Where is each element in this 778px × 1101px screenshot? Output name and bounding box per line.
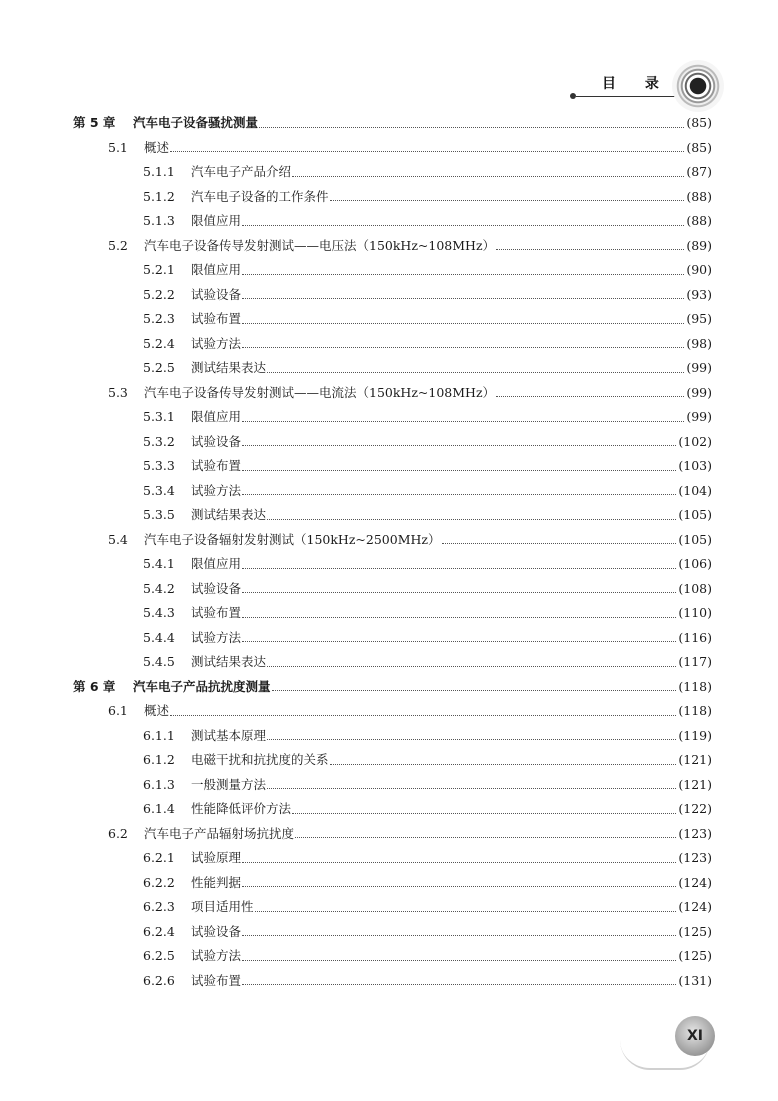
toc-entry-title: 一般测量方法 [191,776,267,792]
toc-leader-dots [242,470,676,471]
toc-entry-title: 试验布置 [191,605,242,620]
toc-entry-title: 试验设备 [191,433,242,449]
toc-entry[interactable] [143,432,712,452]
toc-entry-number: 5.3.4 [143,482,175,498]
toc-entry[interactable] [143,873,712,893]
toc-entry-title: 汽车电子设备传导发射测试——电压法（150kHz~108MHz） [144,237,496,253]
toc-leader-dots [242,960,676,961]
toc-entry-number: 5.1.3 [143,213,175,228]
toc-entry[interactable] [73,677,712,697]
toc-entry[interactable] [108,530,712,550]
toc-entry-number: 5.3 [108,384,128,400]
toc-leader-dots [267,519,676,520]
toc-entry-number: 6.2.2 [143,874,175,890]
toc-leader-dots [242,445,676,446]
toc-leader-dots [442,543,677,544]
toc-entry[interactable] [143,187,712,207]
page-title: 目 录 [602,76,671,92]
toc-leader-dots [267,372,684,373]
toc-entry-title: 试验布置 [191,972,242,988]
toc-leader-dots [242,862,676,863]
toc-entry-number: 5.3.1 [143,409,175,424]
toc-leader-dots [242,592,676,593]
toc-leader-dots [242,323,684,324]
toc-leader-dots [272,690,677,691]
toc-entry[interactable] [143,603,712,623]
toc-entry-title: 试验设备 [191,580,242,596]
toc-entry-page: ( 124 ) [678,875,712,890]
toc-entry-title: 汽车电子设备骚扰测量 [133,115,259,130]
toc-entry-number: 第 6 章 [73,678,116,694]
toc-entry-page: ( 123 ) [678,826,712,841]
toc-entry-number: 5.4.2 [143,580,175,596]
toc-entry-title: 汽车电子产品辐射场抗扰度 [144,825,295,841]
toc-entry[interactable] [143,407,712,427]
toc-entry-title: 测试结果表达 [191,360,267,375]
toc-entry-number: 6.1 [108,703,128,718]
toc-leader-dots [267,788,676,789]
toc-entry-page: ( 121 ) [678,777,712,792]
toc-entry[interactable] [143,750,712,770]
page-number: XI [686,1028,703,1044]
toc-entry[interactable] [143,799,712,819]
toc-leader-dots [242,886,676,887]
toc-leader-dots [242,984,676,985]
toc-entry[interactable] [143,628,712,648]
toc-entry[interactable] [143,285,712,305]
toc-entry-title: 汽车电子设备传导发射测试——电流法（150kHz~108MHz） [144,384,496,400]
toc-entry[interactable] [143,162,712,182]
toc-entry-page: ( 116 ) [678,630,712,645]
toc-entry-page: ( 110 ) [678,605,712,620]
toc-entry-title: 测试结果表达 [191,507,267,522]
toc-leader-dots [330,200,685,201]
toc-entry-number: 5.3.3 [143,458,175,473]
toc-entry-title: 试验布置 [191,458,242,473]
toc-entry[interactable] [143,309,712,329]
toc-leader-dots [259,127,684,128]
toc-entry-page: ( 85 ) [686,115,712,130]
toc-entry-number: 5.2 [108,237,128,253]
toc-entry-page: ( 118 ) [678,703,712,718]
toc-leader-dots [295,837,676,838]
toc-entry-page: ( 108 ) [678,581,712,596]
toc-leader-dots [267,739,676,740]
toc-leader-dots [292,176,684,177]
toc-entry-number: 第 5 章 [73,115,116,130]
toc-entry-page: ( 95 ) [686,311,712,326]
toc-entry-page: ( 124 ) [678,899,712,914]
toc-leader-dots [242,421,684,422]
toc-leader-dots [170,151,684,152]
toc-leader-dots [242,568,676,569]
toc-entry-page: ( 131 ) [678,973,712,988]
toc-entry-number: 5.4.4 [143,629,175,645]
toc-entry[interactable] [143,554,712,574]
toc-entry-page: ( 98 ) [686,336,712,351]
toc-entry-title: 性能降低评价方法 [191,801,292,816]
toc-entry[interactable] [108,236,712,256]
toc-entry-number: 6.1.3 [143,776,175,792]
toc-entry-number: 5.4.1 [143,556,175,571]
toc-entry-number: 5.2.4 [143,335,175,351]
toc-entry[interactable] [143,897,712,917]
toc-entry-title: 性能判据 [191,874,242,890]
toc-entry-number: 6.2.6 [143,972,175,988]
toc-entry-page: ( 88 ) [686,213,712,228]
toc-entry[interactable] [143,922,712,942]
toc-entry-number: 6.1.2 [143,752,175,767]
toc-entry-number: 5.3.2 [143,433,175,449]
toc-leader-dots [242,298,684,299]
toc-entry-title: 试验原理 [191,850,242,865]
toc-leader-dots [170,715,676,716]
toc-entry-title: 试验方法 [191,948,242,963]
toc-entry-title: 项目适用性 [191,899,254,914]
toc-entry-title: 电磁干扰和抗扰度的关系 [191,752,329,767]
toc-entry[interactable] [143,971,712,991]
toc-entry[interactable] [143,652,712,672]
toc-entry[interactable] [143,579,712,599]
toc-entry[interactable] [73,113,712,133]
page-number-badge [675,1016,715,1056]
toc-entry-title: 试验方法 [191,482,242,498]
toc-entry-page: ( 93 ) [686,287,712,302]
toc-entry-page: ( 87 ) [686,164,712,179]
toc-entry[interactable] [143,334,712,354]
toc-entry[interactable] [108,824,712,844]
toc-entry-title: 汽车电子产品介绍 [191,164,292,179]
toc-entry-page: ( 118 ) [678,679,712,694]
toc-entry[interactable] [143,211,712,231]
toc-leader-dots [242,641,676,642]
toc-entry-number: 5.4.3 [143,605,175,620]
toc-leader-dots [242,617,676,618]
toc-entry-number: 6.1.4 [143,801,175,816]
toc-entry-number: 5.2.3 [143,311,175,326]
toc-entry-number: 6.2 [108,825,128,841]
toc-entry-page: ( 105 ) [678,532,712,547]
toc-entry-number: 5.4 [108,531,128,547]
toc-entry[interactable] [108,383,712,403]
toc-entry-number: 5.2.2 [143,286,175,302]
toc-entry-number: 5.4.5 [143,654,175,669]
toc-entry-title: 试验设备 [191,923,242,939]
toc-entry-title: 限值应用 [191,409,242,424]
toc-entry-title: 试验方法 [191,629,242,645]
toc-entry-page: ( 125 ) [678,948,712,963]
toc-leader-dots [496,249,684,250]
toc-entry-page: ( 105 ) [678,507,712,522]
toc-entry-page: ( 99 ) [686,360,712,375]
toc-entry-number: 6.2.5 [143,948,175,963]
toc-entry-number: 5.2.5 [143,360,175,375]
toc-entry-page: ( 102 ) [678,434,712,449]
toc-entry-page: ( 89 ) [686,238,712,253]
toc-leader-dots [330,764,677,765]
toc-entry[interactable] [143,505,712,525]
toc-entry-number: 6.2.1 [143,850,175,865]
toc-entry-page: ( 103 ) [678,458,712,473]
toc-entry-page: ( 117 ) [678,654,712,669]
toc-entry-number: 5.1.2 [143,188,175,204]
toc-entry-number: 5.1 [108,139,128,155]
toc-entry-page: ( 125 ) [678,924,712,939]
toc-leader-dots [267,666,676,667]
toc-entry-title: 概述 [144,139,170,155]
toc-entry[interactable] [143,775,712,795]
toc-entry-page: ( 106 ) [678,556,712,571]
toc-entry[interactable] [143,481,712,501]
toc-entry-page: ( 121 ) [678,752,712,767]
toc-entry-page: ( 90 ) [686,262,712,277]
toc-entry[interactable] [143,260,712,280]
toc-entry-title: 限值应用 [191,262,242,277]
toc-entry-title: 汽车电子产品抗扰度测量 [133,678,271,694]
toc-entry-number: 5.3.5 [143,507,175,522]
toc-leader-dots [242,225,684,226]
toc-leader-dots [242,274,684,275]
toc-entry-number: 6.2.4 [143,923,175,939]
toc-leader-dots [242,347,684,348]
toc-entry-title: 试验设备 [191,286,242,302]
toc-entry-page: ( 99 ) [686,385,712,400]
toc-entry[interactable] [143,726,712,746]
toc-entry-title: 汽车电子设备辐射发射测试（150kHz~2500MHz） [144,531,441,547]
toc-entry-page: ( 99 ) [686,409,712,424]
toc-entry-page: ( 119 ) [678,728,712,743]
toc-leader-dots [496,396,684,397]
toc-entry[interactable] [143,456,712,476]
toc-entry-title: 汽车电子设备的工作条件 [191,188,329,204]
toc-entry-page: ( 122 ) [678,801,712,816]
toc-entry[interactable] [108,701,712,721]
toc-entry-number: 6.1.1 [143,727,175,743]
toc-entry-title: 测试基本原理 [191,727,267,743]
toc-entry[interactable] [143,848,712,868]
toc-entry-page: ( 88 ) [686,189,712,204]
toc-entry[interactable] [143,946,712,966]
toc-entry-title: 概述 [144,703,170,718]
toc-leader-dots [255,911,677,912]
toc-leader-dots [242,935,676,936]
toc-entry-title: 试验布置 [191,311,242,326]
toc-entry-number: 5.1.1 [143,164,175,179]
toc-entry-title: 测试结果表达 [191,654,267,669]
toc-leader-dots [292,813,676,814]
toc-entry[interactable] [108,138,712,158]
toc-entry-page: ( 123 ) [678,850,712,865]
toc-entry-page: ( 85 ) [686,140,712,155]
toc-entry-number: 5.2.1 [143,262,175,277]
toc-leader-dots [242,494,676,495]
toc-entry-title: 限值应用 [191,556,242,571]
toc-entry[interactable] [143,358,712,378]
toc-entry-number: 6.2.3 [143,899,175,914]
toc-entry-title: 限值应用 [191,213,242,228]
toc-entry-page: ( 104 ) [678,483,712,498]
toc-entry-title: 试验方法 [191,335,242,351]
